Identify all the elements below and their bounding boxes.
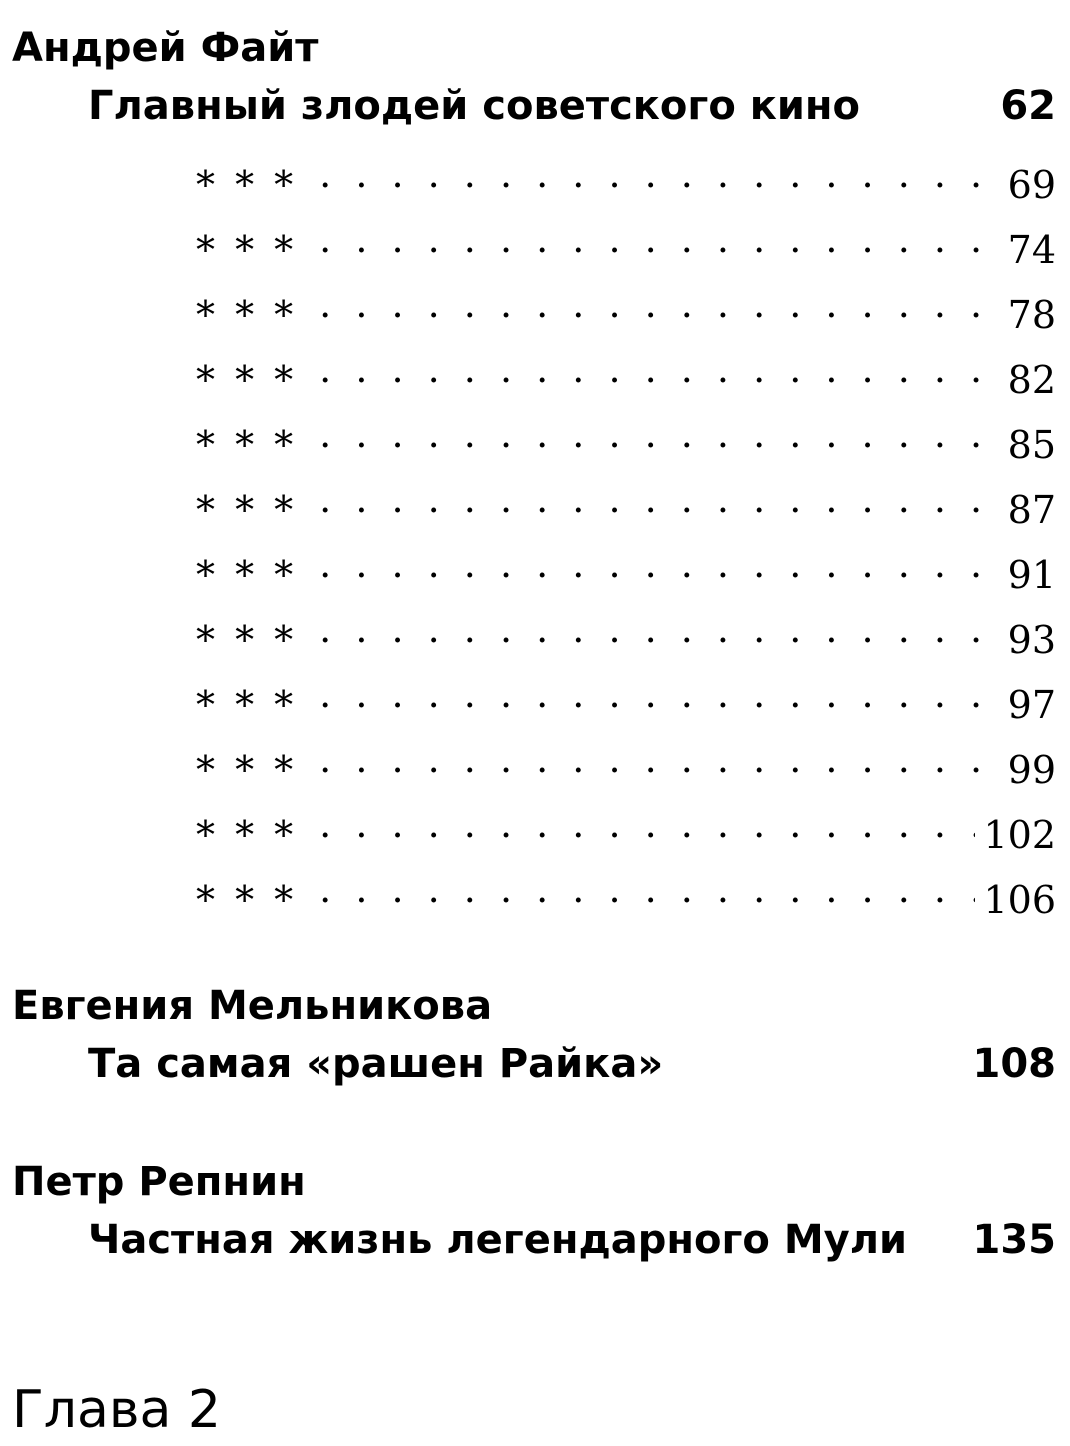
entry-page-number: 93 <box>1007 618 1056 662</box>
toc-entry[interactable] <box>196 605 1056 662</box>
author-name: Петр Репнин <box>12 1159 306 1205</box>
entry-page-number: 82 <box>1007 358 1056 402</box>
toc-entry[interactable] <box>196 410 1056 467</box>
work-page-number: 135 <box>972 1217 1056 1263</box>
toc-entry[interactable] <box>196 670 1056 727</box>
toc-entry[interactable] <box>196 800 1056 857</box>
toc-entry[interactable] <box>196 735 1056 792</box>
dot-leader <box>319 150 999 198</box>
entry-marker: * * * <box>196 618 298 662</box>
entry-marker: * * * <box>196 423 298 467</box>
toc-entry[interactable] <box>196 865 1056 922</box>
entry-marker: * * * <box>196 228 298 272</box>
author-name: Андрей Файт <box>12 25 319 71</box>
toc-work-row[interactable] <box>88 1040 1056 1088</box>
dot-leader <box>319 410 999 458</box>
entry-page-number: 78 <box>1007 293 1056 337</box>
toc-work-row[interactable] <box>88 82 1056 130</box>
entry-marker: * * * <box>196 293 298 337</box>
entry-marker: * * * <box>196 163 298 207</box>
work-title: Та самая «рашен Райка» <box>88 1041 664 1087</box>
work-page-number: 62 <box>1000 83 1056 129</box>
entry-page-number: 97 <box>1007 683 1056 727</box>
dot-leader <box>319 735 999 783</box>
dot-leader <box>319 280 999 328</box>
entry-page-number: 99 <box>1007 748 1056 792</box>
work-title: Главный злодей советского кино <box>88 83 861 129</box>
dot-leader <box>319 865 975 913</box>
entry-page-number: 85 <box>1007 423 1056 467</box>
dot-leader <box>319 605 999 653</box>
author-name: Евгения Мельникова <box>12 983 493 1029</box>
entry-marker: * * * <box>196 878 298 922</box>
dot-leader <box>319 345 999 393</box>
entry-page-number: 74 <box>1007 228 1056 272</box>
chapter-heading: Глава 2 <box>12 1380 221 1440</box>
toc-entry[interactable] <box>196 345 1056 402</box>
toc-entry[interactable] <box>196 280 1056 337</box>
toc-entry[interactable] <box>196 215 1056 272</box>
toc-entry[interactable] <box>196 150 1056 207</box>
entry-marker: * * * <box>196 488 298 532</box>
entry-marker: * * * <box>196 553 298 597</box>
entry-page-number: 102 <box>983 813 1056 857</box>
toc-work-row[interactable] <box>88 1216 1056 1264</box>
entry-marker: * * * <box>196 683 298 727</box>
toc-entry[interactable] <box>196 475 1056 532</box>
work-page-number: 108 <box>972 1041 1056 1087</box>
dot-leader <box>319 670 999 718</box>
entry-marker: * * * <box>196 358 298 402</box>
entry-page-number: 106 <box>983 878 1056 922</box>
entry-marker: * * * <box>196 748 298 792</box>
entry-marker: * * * <box>196 813 298 857</box>
entry-page-number: 69 <box>1007 163 1056 207</box>
entry-page-number: 87 <box>1007 488 1056 532</box>
dot-leader <box>319 475 999 523</box>
dot-leader <box>319 215 999 263</box>
dot-leader <box>319 540 999 588</box>
entry-page-number: 91 <box>1007 553 1056 597</box>
work-title: Частная жизнь легендарного Мули <box>88 1217 908 1263</box>
dot-leader <box>319 800 975 848</box>
toc-entry[interactable] <box>196 540 1056 597</box>
